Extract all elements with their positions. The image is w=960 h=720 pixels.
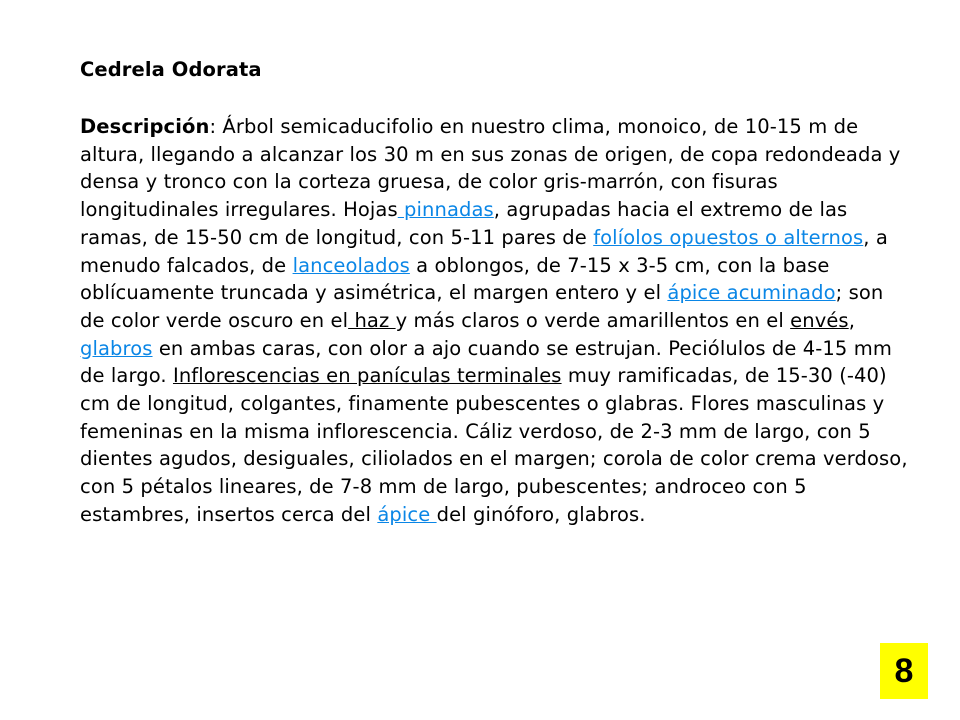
description-label: Descripción [80,115,210,138]
link-inflorescencias[interactable]: Inflorescencias en panículas terminales [172,364,562,388]
description-text: , agrupadas hacia el extremo de las ramas, de 15-50 cm de longitud, con 5-11 pares de [80,198,848,249]
link-foliolos[interactable]: folíolos opuestos o alternos [593,225,864,249]
description-text: del ginóforo, glabros. [436,502,646,526]
description-text: : Árbol semicaducifolio en nuestro clima, monoico, de 10-15 m de altura, llegando a alcanzar los 30 m en sus zonas de origen, de copa redondeada y densa y tronco con la corteza gruesa, de color gris-marrón, con fisuras longitudinales irregulares. Hojas [80,115,901,222]
link-pinnadas[interactable]: pinnadas [397,198,494,222]
description-text: , [848,308,856,332]
description-text: y más claros o verde amarillentos en el [395,308,791,332]
description-text: , a menudo falcados, de [80,225,888,277]
link-lanceolados[interactable]: lanceolados [292,253,410,277]
description-text: a oblongos, de 7-15 x 3-5 cm, con la base oblícuamente truncada y asimétrica, el margen entero y el [80,253,830,305]
page-number-badge: 8 [880,643,928,699]
page-title: Cedrela Odorata [80,58,262,81]
link-apice-acuminado[interactable]: ápice acuminado [667,281,836,305]
link-apice[interactable]: ápice [377,502,437,526]
link-glabros[interactable]: glabros [80,336,153,360]
description-text: muy ramificadas, de 15-30 (-40) cm de longitud, colgantes, finamente pubescentes o glabras. Flores masculinas y femeninas en la misma inflorescencia. Cáliz verdoso, de 2-3 mm de largo, con 5 dientes agudos, desiguales, ciliolados en el margen; corola de color crema verdoso, con 5 pétalos lineares, de 7-8 mm de largo, pubescentes; androceo con 5 estambres, insertos cerca del [80,364,908,526]
description-paragraph [80,113,910,529]
link-haz[interactable]: haz [348,308,396,332]
link-enves[interactable]: envés [790,308,849,332]
description-text: en ambas caras, con olor a ajo cuando se estrujan. Peciólulos de 4-15 mm de largo. [80,336,892,388]
description-text: ; son de color verde oscuro en el [80,281,884,332]
